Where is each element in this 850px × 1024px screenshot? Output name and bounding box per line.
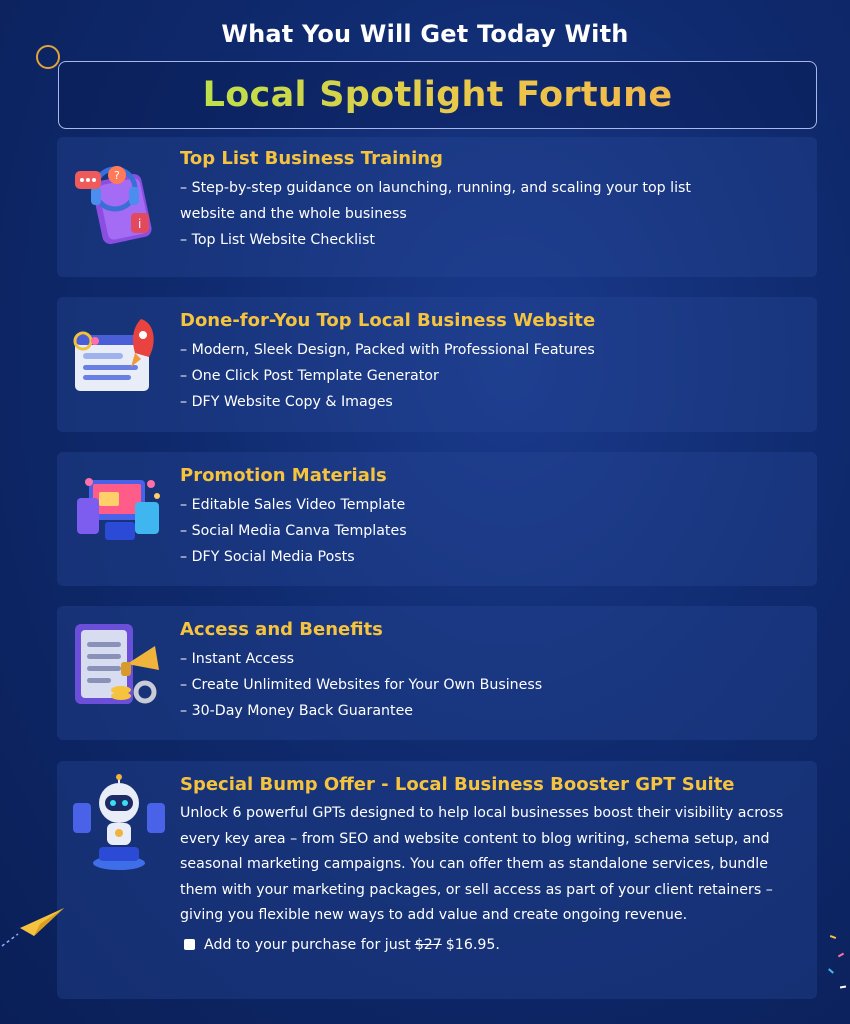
paper-plane-icon <box>0 900 70 950</box>
card-line: – Instant Access <box>180 651 295 667</box>
card-title: Access and Benefits <box>180 619 383 640</box>
training-book-headset-icon <box>69 149 169 249</box>
card-promotion-materials <box>57 452 817 586</box>
card-line: – Modern, Sleek Design, Packed with Professional Features <box>180 342 595 358</box>
old-price: $27 <box>414 936 442 953</box>
page-title: What You Will Get Today With <box>221 20 629 48</box>
card-bump-offer <box>57 761 817 999</box>
card-line: website and the whole business <box>180 206 407 222</box>
card-line: – 30-Day Money Back Guarantee <box>180 703 414 719</box>
website-rocket-icon <box>69 313 169 413</box>
card-dfy-website <box>57 297 817 432</box>
svg-text:i: i <box>138 217 142 231</box>
decorative-ring-icon <box>36 45 60 69</box>
card-title: Top List Business Training <box>180 148 443 169</box>
promotion-devices-icon <box>69 462 169 562</box>
card-line: – DFY Social Media Posts <box>180 549 355 565</box>
confetti-icon <box>820 930 850 1000</box>
card-line: – Editable Sales Video Template <box>180 497 406 513</box>
brand-name: Local Spotlight Fortune <box>202 75 673 115</box>
card-line: – One Click Post Template Generator <box>180 368 439 384</box>
card-line: – DFY Website Copy & Images <box>180 394 393 410</box>
svg-text:?: ? <box>114 169 120 182</box>
new-price: $16.95. <box>445 936 500 953</box>
card-line: – Top List Website Checklist <box>180 232 375 248</box>
card-title: Promotion Materials <box>180 465 387 486</box>
bump-offer-checkbox[interactable] <box>184 939 195 950</box>
card-title: Special Bump Offer - Local Business Booster GPT Suite <box>180 774 735 795</box>
card-title: Done-for-You Top Local Business Website <box>180 310 596 331</box>
bump-offer-label: Add to your purchase for just <box>204 936 411 953</box>
brand-box <box>58 61 817 129</box>
card-paragraph: Unlock 6 powerful GPTs designed to help local businesses boost their visibility across every key area – from SEO and website content to blog writing, schema setup, and seasonal marketing campaigns. You can offer them as standalone services, bundle them with your marketing packages, or sell access as part of your client retainers – giving you flexible new ways to add value and create ongoing revenue. <box>180 805 784 924</box>
access-clipboard-megaphone-icon <box>69 618 169 718</box>
card-line: – Step-by-step guidance on launching, running, and scaling your top list <box>180 180 691 196</box>
card-top-list-training <box>57 137 817 277</box>
bump-offer-row[interactable] <box>180 932 805 958</box>
card-access-benefits <box>57 606 817 740</box>
card-line: – Social Media Canva Templates <box>180 523 407 539</box>
robot-gpt-icon <box>69 773 169 873</box>
card-line: – Create Unlimited Websites for Your Own Business <box>180 677 543 693</box>
